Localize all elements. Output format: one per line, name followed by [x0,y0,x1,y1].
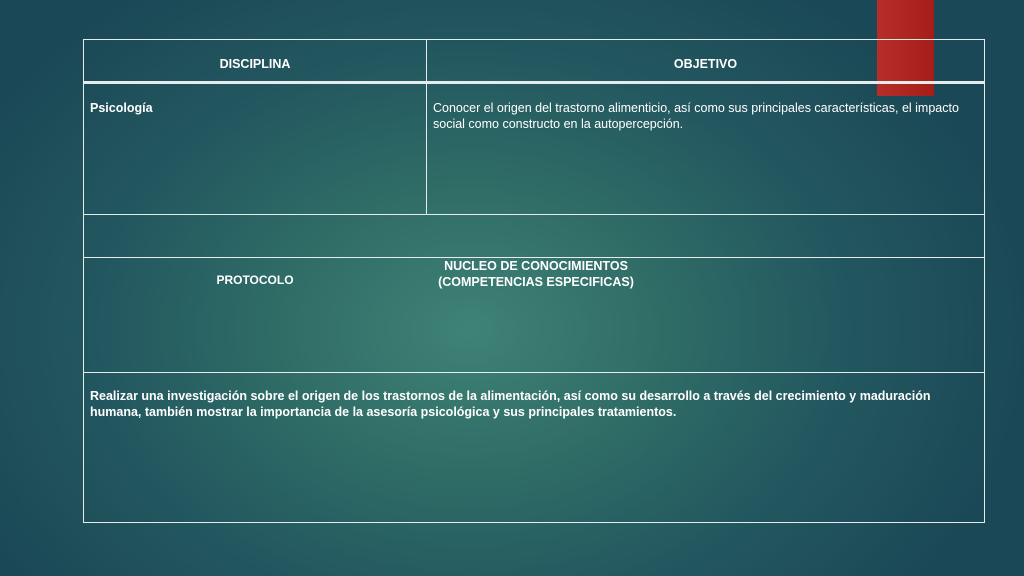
nucleo-heading [406,258,666,290]
competencias-text: Realizar una investigación sobre el origen de los trastornos de la alimentación, así como su desarrollo a través del crecimiento y maduración humana, también mostrar la importancia de la asesoría psicológica y sus principales tratamientos. [90,389,931,419]
header-divider [84,81,984,84]
row-divider [84,214,984,215]
nucleo-heading-line2: (COMPETENCIAS ESPECIFICAS) [438,275,634,289]
content-table [83,39,985,523]
objetivo-value: Conocer el origen del trastorno alimenticio, así como sus principales características, el impacto social como constructo en la autopercepción. [433,101,959,131]
disciplina-value: Psicología [90,101,153,115]
row-divider [84,372,984,373]
protocolo-label: PROTOCOLO [216,273,294,287]
nucleo-heading-line1: NUCLEO DE CONOCIMIENTOS [444,259,628,273]
header-objetivo: OBJETIVO [673,57,738,71]
header-disciplina: DISCIPLINA [219,57,291,71]
